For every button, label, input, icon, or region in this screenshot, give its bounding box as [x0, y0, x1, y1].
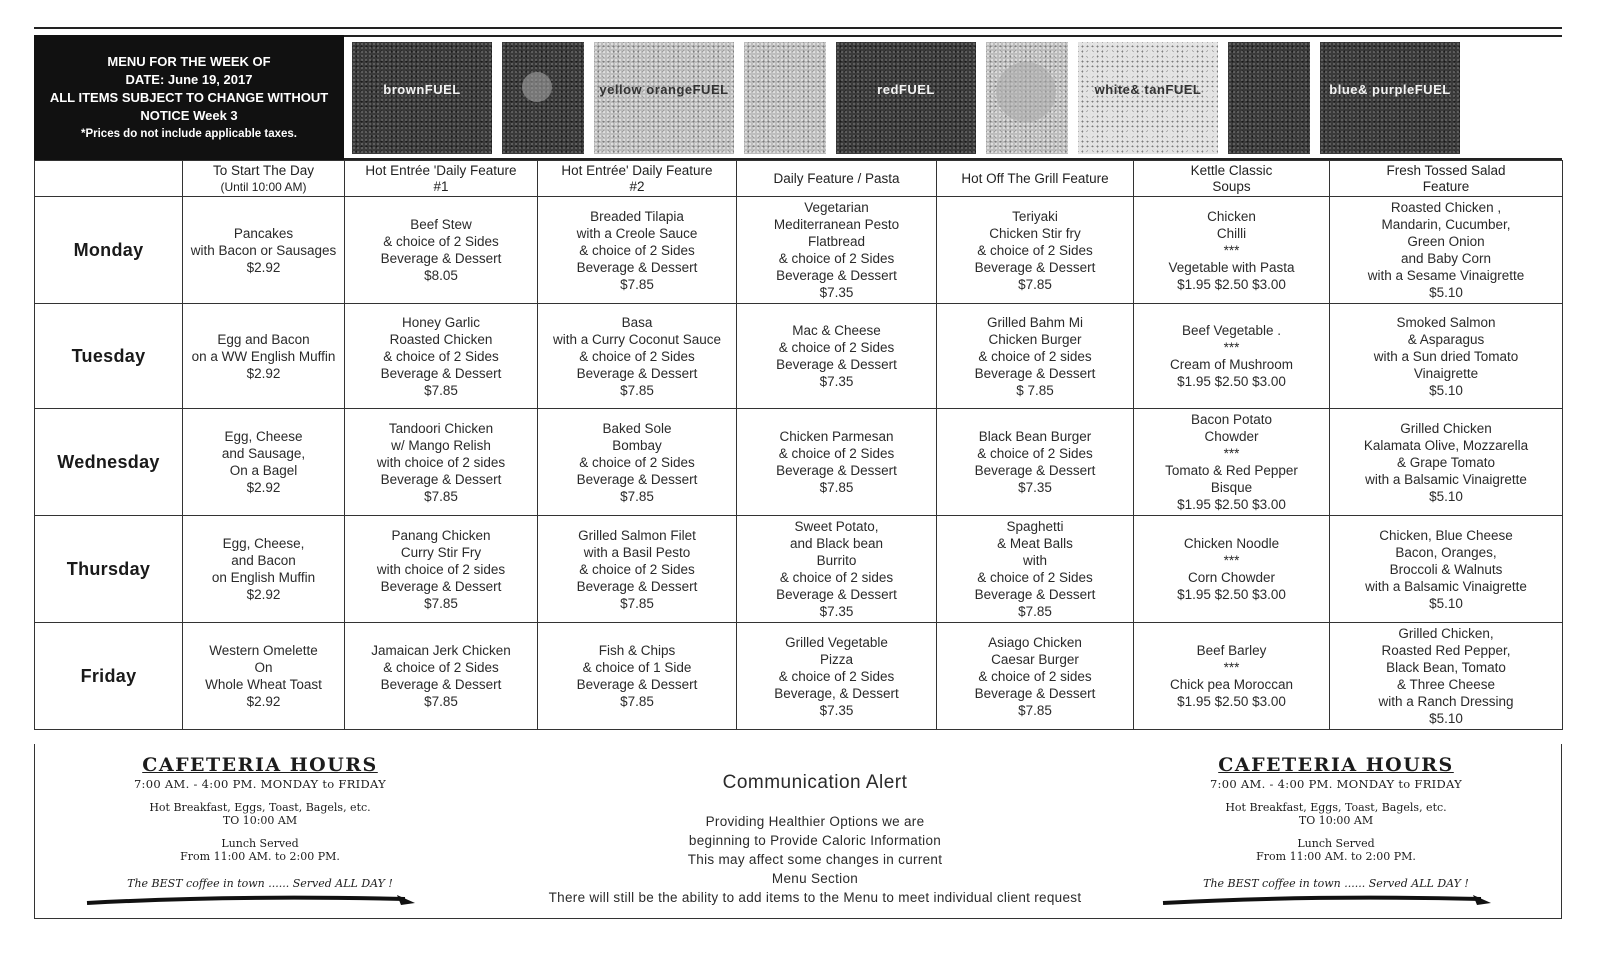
menu-item-line: with Bacon or Sausages [190, 242, 337, 258]
menu-item-line: $7.85 [620, 595, 654, 611]
communication-alert [505, 772, 1125, 907]
menu-item-line: Chicken Noodle [1183, 536, 1280, 551]
menu-item-line: *** [1223, 446, 1240, 461]
menu-cell-hot-entree-2 [538, 516, 737, 623]
menu-item-line: Chicken Stir fry [989, 225, 1081, 241]
menu-item-line: On [254, 660, 273, 675]
menu-cell-start-the-day [183, 409, 345, 516]
menu-item-line: and Baby Corn [1400, 251, 1492, 266]
menu-item-line: $7.85 [424, 382, 458, 398]
menu-item-line: and Bacon [231, 553, 296, 568]
menu-cell-pasta [737, 304, 937, 409]
column-header-hot-entree-1: Hot Entrée 'Daily Feature #1 [345, 161, 538, 197]
day-label: Friday [35, 623, 183, 730]
menu-item-line: Roasted Red Pepper, [1381, 643, 1511, 658]
menu-item-line: Corn Chowder [1187, 570, 1276, 585]
menu-item-line: Mac & Cheese [792, 323, 881, 338]
menu-item-line: *** [1223, 660, 1240, 675]
menu-item-line: with choice of 2 sides [376, 561, 506, 577]
alert-line: There will still be the ability to add items to the Menu to meet individual client request [548, 890, 1082, 905]
menu-header [34, 35, 1562, 160]
menu-item-line: Chick pea Moroccan [1169, 677, 1294, 692]
menu-item-line: & choice of 2 Sides [579, 242, 695, 258]
pen-stroke-decoration [85, 893, 435, 907]
menu-cell-pasta [737, 409, 937, 516]
menu-footer [34, 744, 1562, 919]
column-header-grill: Hot Off The Grill Feature [937, 161, 1134, 197]
menu-item-line: Chowder [1204, 429, 1259, 444]
day-label: Tuesday [35, 304, 183, 409]
menu-item-line: & choice of 2 Sides [383, 348, 499, 364]
menu-item-line: Caesar Burger [991, 651, 1079, 667]
menu-item-line: Beverage & Dessert [776, 463, 897, 478]
menu-item-line: Teriyaki [1012, 208, 1058, 224]
menu-cell-start-the-day [183, 623, 345, 730]
breakfast-time: TO 10:00 AM [222, 814, 298, 827]
menu-item-line: Beverage & Dessert [576, 578, 698, 594]
menu-cell-hot-entree-2 [538, 409, 737, 516]
lunch-time: From 11:00 AM. to 2:00 PM. [180, 850, 340, 863]
menu-item-line: Bacon Potato [1190, 412, 1273, 427]
menu-item-line: Grilled Bahm Mi [986, 314, 1084, 330]
menu-item-line: Egg and Bacon [217, 331, 310, 347]
promo-image-brown-fuel [352, 42, 492, 154]
menu-item-line: $7.85 [620, 382, 654, 398]
day-label: Monday [35, 197, 183, 304]
promo-image-blue-purple-fuel [1320, 42, 1460, 154]
menu-item-line: Sweet Potato, [794, 519, 879, 534]
lunch-time: From 11:00 AM. to 2:00 PM. [1256, 850, 1416, 863]
menu-item-line: with a Curry Coconut Sauce [552, 331, 722, 347]
menu-item-line: Beverage & Dessert [576, 471, 698, 487]
menu-item-line: on English Muffin [211, 570, 316, 585]
column-header-soups: Kettle Classic Soups [1134, 161, 1330, 197]
menu-item-line: Beverage & Dessert [974, 587, 1096, 602]
menu-item-line: Beverage & Dessert [576, 677, 698, 692]
menu-item-line: with a Balsamic Vinaigrette [1365, 471, 1527, 487]
menu-item-line: with a Sesame Vinaigrette [1367, 268, 1525, 283]
promo-image-strip [344, 35, 1562, 160]
menu-item-line: $7.85 [424, 694, 458, 709]
menu-item-line: On a Bagel [229, 463, 298, 478]
menu-item-line: with a Sun dried Tomato [1373, 348, 1519, 364]
menu-cell-soups [1134, 304, 1330, 409]
column-header-salad: Fresh Tossed Salad Feature [1330, 161, 1563, 197]
menu-item-line: $1.95 $2.50 $3.00 [1177, 587, 1286, 602]
menu-item-line: Roasted Chicken [389, 331, 493, 347]
promo-label: brownFUEL [383, 81, 461, 97]
menu-item-line: $1.95 $2.50 $3.00 [1177, 694, 1286, 709]
menu-cell-hot-entree-2 [538, 623, 737, 730]
menu-item-line: Beverage, & Dessert [774, 685, 899, 701]
menu-item-line: $7.85 [1018, 276, 1052, 292]
menu-row-wednesday [35, 409, 1563, 516]
promo-image-yellow-orange-fuel [594, 42, 734, 154]
menu-item-line: on a WW English Muffin [191, 348, 336, 364]
menu-row-friday [35, 623, 1563, 730]
menu-item-line: Black Bean, Tomato [1386, 660, 1506, 675]
menu-item-line: $8.05 [424, 268, 458, 283]
menu-item-line: $7.85 [620, 694, 654, 709]
promo-image-tomato [986, 42, 1068, 154]
menu-cell-pasta [737, 623, 937, 730]
menu-item-line: Roasted Chicken , [1390, 200, 1502, 215]
menu-cell-pasta [737, 516, 937, 623]
menu-item-line: Curry Stir Fry [400, 544, 482, 560]
menu-item-line: Tomato & Red Pepper [1165, 463, 1298, 478]
column-header-day [35, 161, 183, 197]
menu-cell-hot-entree-1 [345, 409, 538, 516]
menu-cell-hot-entree-1 [345, 197, 538, 304]
menu-item-line: $7.85 [819, 480, 854, 495]
menu-item-line: Egg, Cheese [224, 429, 303, 444]
menu-item-line: $2.92 [246, 365, 281, 381]
menu-item-line: $7.35 [819, 604, 854, 619]
menu-cell-grill [937, 409, 1134, 516]
menu-item-line: Bisque [1210, 480, 1253, 495]
menu-cell-grill [937, 304, 1134, 409]
menu-item-line: Beverage & Dessert [776, 357, 897, 372]
pen-stroke-decoration [1161, 893, 1511, 907]
menu-item-line: & choice of 2 Sides [579, 561, 695, 577]
title-line-3: ALL ITEMS SUBJECT TO CHANGE WITHOUT [49, 89, 329, 105]
menu-item-line: Mediterranean Pesto [773, 217, 900, 232]
title-line-2: DATE: June 19, 2017 [125, 71, 253, 87]
menu-item-line: Beverage & Dessert [576, 259, 698, 275]
menu-cell-salad [1330, 409, 1563, 516]
menu-item-line: Spaghetti [1006, 519, 1064, 534]
menu-item-line: $5.10 [1429, 488, 1463, 504]
menu-item-line: & choice of 2 Sides [778, 340, 895, 355]
menu-item-line: & choice of 2 sides [978, 348, 1092, 364]
menu-item-line: with choice of 2 sides [376, 454, 506, 470]
alert-message [505, 812, 1125, 907]
menu-item-line: $7.35 [1018, 480, 1052, 495]
alert-line: Providing Healthier Options we are [705, 814, 925, 829]
menu-item-line: Beverage & Dessert [380, 365, 502, 381]
menu-item-line: Beverage & Dessert [974, 685, 1096, 701]
menu-item-line: Grilled Chicken, [1398, 626, 1494, 641]
menu-cell-salad [1330, 304, 1563, 409]
menu-row-thursday [35, 516, 1563, 623]
lunch-label: Lunch Served [221, 837, 299, 850]
menu-item-line: & Three Cheese [1396, 677, 1496, 692]
menu-item-line: Beverage & Dessert [576, 365, 698, 381]
menu-item-line: Pancakes [233, 225, 294, 241]
menu-title-box [34, 35, 344, 160]
top-rule [34, 27, 1562, 29]
menu-item-line: Egg, Cheese, [222, 536, 305, 551]
menu-item-line: Kalamata Olive, Mozzarella [1363, 437, 1529, 453]
menu-item-line: Basa [621, 314, 653, 330]
menu-cell-soups [1134, 197, 1330, 304]
menu-item-line: Flatbread [807, 234, 866, 249]
menu-item-line: Beverage & Dessert [974, 365, 1096, 381]
promo-label: redFUEL [877, 81, 935, 97]
menu-item-line: Beef Vegetable . [1181, 323, 1282, 338]
menu-item-line: & choice of 2 Sides [778, 668, 895, 684]
menu-item-line: $2.92 [246, 480, 281, 495]
menu-cell-soups [1134, 516, 1330, 623]
menu-item-line: $7.85 [620, 276, 654, 292]
menu-item-line: & choice of 2 Sides [977, 446, 1093, 461]
menu-body [35, 197, 1563, 730]
menu-item-line: & Meat Balls [997, 536, 1073, 551]
menu-cell-start-the-day [183, 516, 345, 623]
menu-cell-hot-entree-1 [345, 304, 538, 409]
cafeteria-hours-right [1161, 754, 1511, 911]
menu-item-line: with a Ranch Dressing [1378, 694, 1514, 709]
menu-page [34, 35, 1562, 730]
menu-item-line: Vegetable with Pasta [1168, 259, 1295, 275]
menu-cell-salad [1330, 623, 1563, 730]
menu-item-line: Whole Wheat Toast [205, 677, 322, 692]
column-header-start-the-day: To Start The Day (Until 10:00 AM) [183, 161, 345, 197]
menu-item-line: & choice of 2 Sides [977, 242, 1093, 258]
tax-note: *Prices do not include applicable taxes. [80, 127, 297, 140]
promo-label: white& tanFUEL [1094, 81, 1202, 97]
menu-item-line: Panang Chicken [391, 527, 491, 543]
menu-item-line: with a Balsamic Vinaigrette [1365, 578, 1527, 594]
menu-item-line: $2.92 [246, 259, 281, 275]
promo-image-cheese [744, 42, 826, 154]
title-line-1: MENU FOR THE WEEK OF [107, 53, 271, 69]
hours-range: 7:00 AM. - 4:00 PM. MONDAY to FRIDAY [1209, 777, 1463, 791]
menu-item-line: Cream of Mushroom [1169, 357, 1294, 372]
menu-item-line: Baked Sole [602, 420, 672, 436]
menu-row-tuesday [35, 304, 1563, 409]
menu-cell-grill [937, 197, 1134, 304]
promo-image-red-fuel [836, 42, 976, 154]
weekly-menu-table [34, 160, 1563, 730]
hours-title: CAFETERIA HOURS [142, 754, 378, 776]
hours-title: CAFETERIA HOURS [1218, 754, 1454, 776]
menu-item-line: & Grape Tomato [1396, 454, 1496, 470]
breakfast-items: Hot Breakfast, Eggs, Toast, Bagels, etc. [1225, 801, 1447, 814]
menu-cell-grill [937, 623, 1134, 730]
menu-item-line: $5.10 [1429, 711, 1463, 726]
menu-item-line: Beverage & Dessert [380, 471, 502, 487]
column-header-hot-entree-2: Hot Entrée' Daily Feature #2 [538, 161, 737, 197]
menu-item-line: Mandarin, Cucumber, [1381, 217, 1511, 232]
menu-cell-soups [1134, 623, 1330, 730]
promo-image-vegetables [1228, 42, 1310, 154]
menu-item-line: $7.35 [819, 285, 854, 300]
menu-item-line: $7.85 [424, 595, 458, 611]
menu-item-line: Beverage & Dessert [974, 463, 1096, 478]
menu-cell-pasta [737, 197, 937, 304]
menu-cell-hot-entree-2 [538, 197, 737, 304]
menu-item-line: $7.85 [1018, 702, 1052, 718]
menu-item-line: and Black bean [789, 536, 884, 551]
day-label: Wednesday [35, 409, 183, 516]
menu-item-line: $7.85 [1018, 604, 1052, 619]
menu-item-line: & choice of 2 Sides [383, 660, 499, 675]
menu-item-line: Beef Barley [1196, 643, 1267, 658]
menu-item-line: & choice of 2 sides [978, 668, 1092, 684]
column-header-pasta: Daily Feature / Pasta [737, 161, 937, 197]
menu-row-monday [35, 197, 1563, 304]
menu-item-line: Chicken Parmesan [779, 429, 894, 444]
menu-item-line: w/ Mango Relish [391, 437, 491, 453]
menu-item-line: Breaded Tilapia [590, 208, 684, 224]
alert-line: Menu Section [771, 871, 859, 886]
menu-item-line: $7.85 [424, 488, 458, 504]
coffee-note: The BEST coffee in town ...... Served ALL DAY ! [127, 877, 393, 890]
menu-item-line: & choice of 2 Sides [383, 234, 499, 249]
menu-item-line: Grilled Vegetable [785, 634, 888, 650]
menu-item-line: $1.95 $2.50 $3.00 [1177, 497, 1286, 512]
menu-item-line: & Asparagus [1407, 331, 1485, 347]
menu-item-line: Chilli [1216, 225, 1247, 241]
menu-item-line: Vinaigrette [1413, 365, 1479, 381]
cafeteria-hours-left [85, 754, 435, 911]
menu-item-line: $2.92 [246, 587, 281, 602]
menu-item-line: $2.92 [246, 694, 281, 709]
menu-item-line: Honey Garlic [401, 314, 481, 330]
coffee-note: The BEST coffee in town ...... Served ALL DAY ! [1203, 877, 1469, 890]
promo-image-white-tan-fuel [1078, 42, 1218, 154]
menu-item-line: Beverage & Dessert [974, 259, 1096, 275]
menu-item-line: Chicken Burger [988, 331, 1082, 347]
menu-item-line: Broccoli & Walnuts [1389, 561, 1503, 577]
menu-item-line: Bacon, Oranges, [1395, 544, 1497, 560]
menu-item-line: with a Basil Pesto [583, 544, 691, 560]
lunch-label: Lunch Served [1297, 837, 1375, 850]
alert-line: beginning to Provide Caloric Information [688, 833, 942, 848]
menu-item-line: with a Creole Sauce [576, 225, 698, 241]
menu-item-line: $7.35 [819, 702, 854, 718]
menu-item-line: $ 7.85 [1016, 382, 1054, 398]
alert-line: This may affect some changes in current [687, 852, 943, 867]
menu-item-line: Chicken, Blue Cheese [1379, 527, 1513, 543]
menu-item-line: & choice of 2 Sides [977, 570, 1093, 585]
menu-cell-salad [1330, 197, 1563, 304]
menu-item-line: Smoked Salmon [1396, 314, 1496, 330]
menu-item-line: & choice of 1 Side [582, 660, 692, 675]
menu-item-line: Western Omelette [209, 643, 318, 658]
hours-range: 7:00 AM. - 4:00 PM. MONDAY to FRIDAY [133, 777, 387, 791]
menu-item-line: $5.10 [1429, 285, 1463, 300]
menu-item-line: Beef Stew [410, 217, 472, 232]
menu-item-line: $5.10 [1429, 595, 1463, 611]
menu-item-line: & choice of 2 Sides [778, 251, 895, 266]
menu-item-line: & choice of 2 Sides [579, 454, 695, 470]
menu-item-line: *** [1223, 553, 1240, 568]
menu-cell-start-the-day [183, 304, 345, 409]
menu-item-line: Green Onion [1407, 234, 1485, 249]
breakfast-time: TO 10:00 AM [1298, 814, 1374, 827]
menu-cell-soups [1134, 409, 1330, 516]
alert-title: Communication Alert [722, 772, 908, 793]
breakfast-items: Hot Breakfast, Eggs, Toast, Bagels, etc. [149, 801, 371, 814]
promo-label: yellow orangeFUEL [599, 81, 729, 97]
menu-item-line: Tandoori Chicken [388, 420, 494, 436]
menu-cell-hot-entree-2 [538, 304, 737, 409]
menu-item-line: & choice of 2 Sides [579, 348, 695, 364]
menu-item-line: Beverage & Dessert [776, 268, 897, 283]
menu-item-line: Beverage & Dessert [380, 251, 502, 266]
menu-item-line: Black Bean Burger [978, 429, 1092, 444]
menu-cell-hot-entree-1 [345, 516, 538, 623]
menu-item-line: and Sausage, [221, 446, 306, 461]
menu-item-line: & choice of 2 sides [779, 570, 894, 585]
menu-item-line: Beverage & Dessert [380, 677, 502, 692]
menu-cell-salad [1330, 516, 1563, 623]
menu-item-line: *** [1223, 340, 1240, 355]
menu-item-line: Pizza [819, 651, 853, 667]
menu-cell-hot-entree-1 [345, 623, 538, 730]
menu-item-line: $1.95 $2.50 $3.00 [1177, 276, 1286, 292]
menu-item-line: & choice of 2 Sides [778, 446, 895, 461]
day-label: Thursday [35, 516, 183, 623]
menu-item-line: Jamaican Jerk Chicken [371, 643, 511, 658]
menu-item-line: $1.95 $2.50 $3.00 [1177, 374, 1286, 389]
menu-item-line: $5.10 [1429, 382, 1463, 398]
menu-cell-grill [937, 516, 1134, 623]
promo-image-berries [502, 42, 584, 154]
table-header-row [35, 161, 1563, 197]
menu-item-line: Bombay [612, 437, 662, 453]
title-line-4: NOTICE Week 3 [140, 107, 238, 123]
menu-item-line: Fish & Chips [598, 643, 676, 658]
menu-item-line: Beverage & Dessert [776, 587, 897, 602]
menu-item-line: Chicken [1207, 208, 1256, 224]
promo-label: blue& purpleFUEL [1329, 81, 1451, 97]
menu-cell-start-the-day [183, 197, 345, 304]
menu-item-line: Beverage & Dessert [380, 578, 502, 594]
menu-item-line: *** [1223, 242, 1240, 258]
menu-item-line: $7.35 [819, 374, 854, 389]
menu-item-line: Grilled Chicken [1400, 420, 1492, 436]
menu-item-line: $7.85 [620, 488, 654, 504]
menu-item-line: Vegetarian [804, 200, 869, 215]
menu-item-line: with [1022, 553, 1047, 568]
menu-item-line: Grilled Salmon Filet [578, 527, 696, 543]
menu-item-line: Burrito [816, 553, 857, 568]
menu-item-line: Asiago Chicken [988, 634, 1082, 650]
